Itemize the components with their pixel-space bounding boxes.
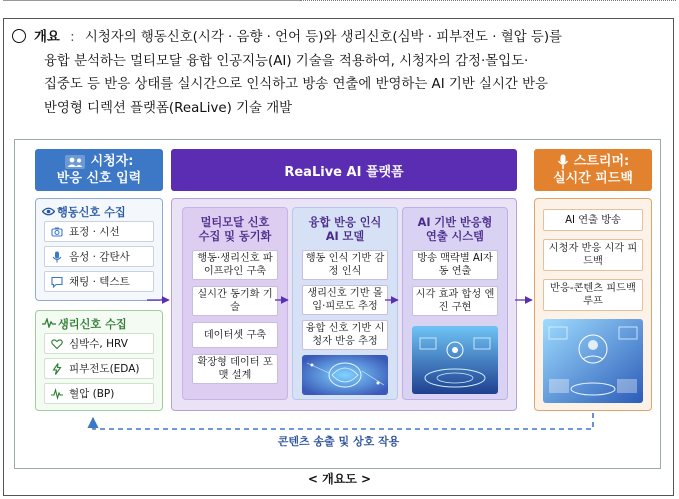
recognition-item-immersion: 생리신호 기반 몰입·피로도 추정 xyxy=(302,285,388,315)
collection-item-dataset: 데이터셋 구축 xyxy=(192,322,278,348)
feedback-loop-label: 콘텐츠 송출 및 상호 작용 xyxy=(277,435,400,448)
bio-item-eda-label: 피부전도(EDA) xyxy=(69,363,140,375)
desc-line-1 xyxy=(12,26,662,50)
circle-bullet-icon xyxy=(12,29,26,43)
collection-item-pipeline: 행동·생리신호 파이프라인 구축 xyxy=(192,250,278,280)
column-direction-title-line1: AI 기반 반응형 xyxy=(417,216,493,229)
behavior-signal-title-text: 행동신호 수집 xyxy=(57,206,126,219)
desc-heading: 개요 xyxy=(34,30,60,45)
collection-item-format: 확장형 데이터 포맷 설계 xyxy=(192,354,278,384)
overview-diagram xyxy=(14,139,661,469)
streamer-item-feedback-loop: 반응-콘텐츠 피드백 루프 xyxy=(543,279,643,311)
top-rule xyxy=(3,0,300,1)
column-recognition-title-line1: 융합 반응 인식 xyxy=(308,216,382,229)
collection-item-sync: 실시간 동기화 기술 xyxy=(192,286,278,316)
platform-header-text: ReaLive AI 플랫폼 xyxy=(284,164,404,180)
streamer-header-line2: 실시간 피드백 xyxy=(553,171,633,186)
viewer-header-line2: 반응 신호 입력 xyxy=(56,171,142,186)
behavior-item-voice-label: 음성 · 감탄사 xyxy=(69,251,130,263)
bio-item-bp-label: 혈압 (BP) xyxy=(69,388,115,400)
direction-item-auto: 방송 맥락별 AI자동 연출 xyxy=(412,250,498,280)
desc-text-1: 시청자의 행동신호(시각 · 음향 · 언어 등)와 생리신호(심박 · 피부전도 · 혈압 등)를 xyxy=(84,30,562,45)
behavior-item-face-label: 표정 · 시선 xyxy=(69,226,120,238)
streamer-item-ai-broadcast: AI 연출 방송 xyxy=(543,209,643,231)
feedback-loop-arrow xyxy=(93,413,593,429)
column-collection-title-line2: 수집 및 동기화 xyxy=(198,230,272,243)
diagram-caption: < 개요도 > xyxy=(307,472,372,486)
column-recognition-title-line2: AI 모델 xyxy=(325,230,365,243)
streamer-item-visual-feedback: 시청자 반응 시각 피드백 xyxy=(543,239,643,271)
bio-item-heart-label: 심박수, HRV xyxy=(69,338,128,350)
recognition-item-emotion: 행동 인식 기반 감정 인식 xyxy=(302,250,388,280)
desc-line-4: 반영형 디렉션 플랫폼(ReaLive) 기술 개발 xyxy=(44,100,293,116)
overview-description xyxy=(12,26,662,120)
streamer-header-line1: 스트리머: xyxy=(573,154,630,169)
direction-item-effects: 시각 효과 합성 엔진 구현 xyxy=(412,286,498,316)
column-direction-title-line2: 연출 시스템 xyxy=(426,230,484,243)
viewer-header-line1: 시청자: xyxy=(90,154,134,169)
recognition-item-fusion: 융합 신호 기반 시청자 반응 추정 xyxy=(302,320,388,350)
desc-line-2: 융합 분석하는 멀티모달 융합 인공지능(AI) 기술을 적용하여, 시청자의 감정·몰입도· xyxy=(44,53,529,69)
desc-colon: : xyxy=(70,30,75,45)
flow-arrows xyxy=(15,140,662,470)
bio-signal-title-text: 생리신호 수집 xyxy=(58,318,127,331)
behavior-item-chat-label: 채팅 · 텍스트 xyxy=(69,276,130,288)
column-collection-title-line1: 멀티모달 신호 xyxy=(200,216,270,229)
top-dotted-rule xyxy=(300,0,676,1)
desc-line-3: 집중도 등 반응 상태를 실시간으로 인식하고 방송 연출에 반영하는 AI 기반 실시간 반응 xyxy=(44,77,548,92)
